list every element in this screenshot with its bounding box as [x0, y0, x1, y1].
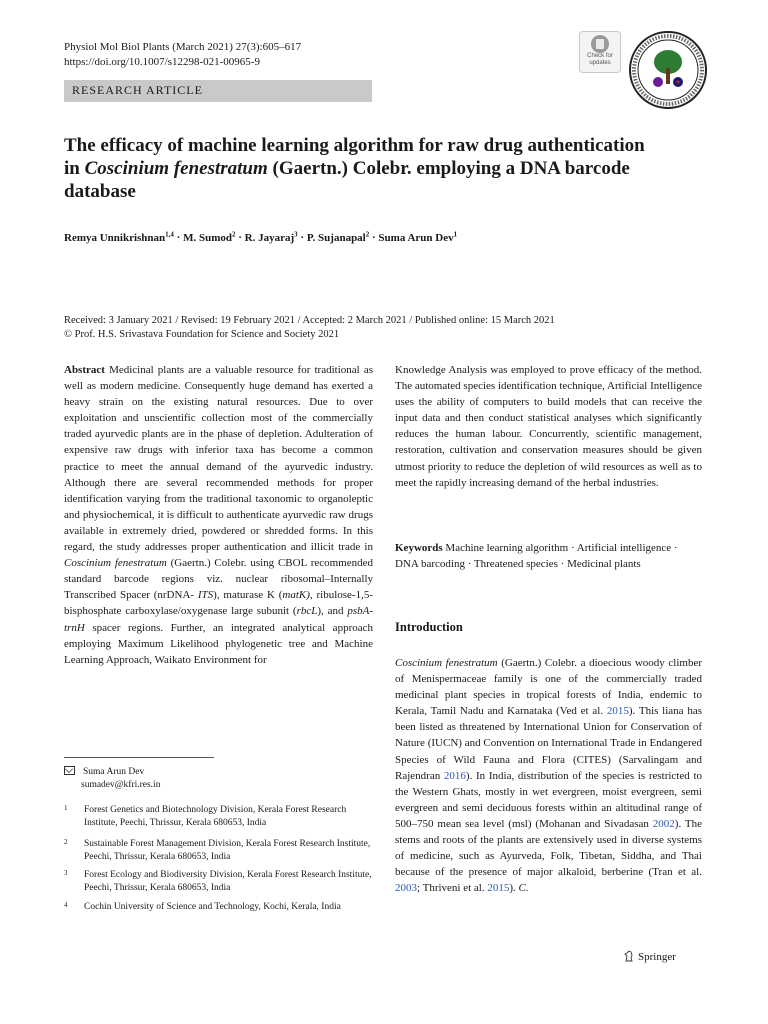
date-history: Received: 3 January 2021 / Revised: 19 February 2021 / Accepted: 2 March 2021 / Published online: 15 March 2021 [64, 315, 555, 326]
article-title [64, 134, 654, 203]
abstract-right-column [395, 362, 702, 491]
citation-link[interactable]: 2016 [443, 769, 466, 782]
title-species: Coscinium fenestratum [84, 158, 268, 179]
correspondence-email[interactable]: sumadev@kfri.res.in [81, 780, 161, 790]
crossmark-icon [591, 35, 609, 53]
author[interactable]: M. Sumod$^2$ [183, 230, 236, 244]
affiliation: 2 Sustainable Forest Management Division, Kerala Forest Research Institute, Peechi, Thrissur, Kerala 680653, India [64, 838, 371, 862]
correspondence [64, 766, 374, 792]
citation-link[interactable]: 2015 [606, 705, 629, 718]
introduction-text: Coscinium fenestratum (Gaertn.) Colebr. a dioecious woody climber of Menispermaceae family is one of the commercially traded medicinal plant species in tropical forests of India, endemic to Kerala, Tamil Nadu and Karnataka (Ved et al. 2015). This liana has been listed as threatened by International Union for Conservation of Nature (IUCN) and Convention on International Trade in Endangered Species of Wild Fauna and Flora (CITES) (Sarvalingam and Rajendran 2016). In India, distribution of the species is restricted to the Western Ghats, mostly in wet evergreen, moist evergreen, semi evergreen and semi deciduous forests within an altitudinal range of 500–750 mean sea level (msl) (Mohanan and Sivadasan 2002). The stems and roots of the plants are extensively used in diverse systems of medicine, such as Ayurveda, Folk, Tibetan, Siddha, and Thai because of the presence of major alkaloid, berberine (Tran et al. 2003; Thriveni et al. 2015). C. [395, 657, 703, 895]
copyright-line: © Prof. H.S. Srivastava Foundation for Science and Society 2021 [64, 329, 340, 340]
doi-link[interactable]: https://doi.org/10.1007/s12298-021-00965-9 [64, 56, 260, 68]
journal-citation: Physiol Mol Biol Plants (March 2021) 27(3):605–617 [64, 41, 302, 53]
citation-link[interactable]: 2015 [487, 882, 510, 895]
publisher-footer [624, 950, 676, 963]
keywords-label: Keywords [395, 542, 443, 554]
check-badge-line2: updates [589, 60, 611, 66]
title-part2: (Gaertn.) Colebr. employing a DNA barcode database [64, 158, 630, 202]
correspondence-name: Suma Arun Dev [83, 767, 145, 777]
author-list: Remya Unnikrishnan$^{1,4}$ · M. Sumod$^2$ · R. Jayaraj$^3$ · P. Sujanapal$^2$ · Suma Arun Dev$^1$ [64, 230, 458, 244]
citation-link[interactable]: 2003 [395, 882, 417, 895]
article-type-label: RESEARCH ARTICLE [72, 83, 203, 97]
check-for-updates-badge[interactable] [579, 31, 621, 73]
affiliation: 3 Forest Ecology and Biodiversity Division, Kerala Forest Research Institute, Peechi, Thrissur, Kerala 680653, India [64, 869, 372, 893]
springer-horse-icon [624, 950, 634, 962]
abstract-left-column [64, 362, 373, 668]
abstract-text: Abstract Medicinal plants are a valuable resource for traditional as well as modern medicine. Consequently huge demand has exerted a heavy strain on the existing natural resources. Due to over exploitation and unscientific collection most of the commercially traded ayurvedic plants are in the phase of depletion. Adulteration of expensive raw drugs with inferior taxa has become a common practice to meet the annual demand of the ayurvedic industry. Although there are several recommended methods for proper identification varying from the traditional taxonomic to organoleptic and physiochemical, it is difficult to authenticate ayurvedic raw drugs available in extremely dried, powdered or shredded forms. In this regard, the study addresses proper authentication and illicit trade in Coscinium fenestratum (Gaertn.) Colebr. using CBOL recommended standard barcode regions viz. nuclear ribosomal–Internally Transcribed Spacer (nrDNA- ITS), maturase K (matK), ribulose-1,5-bisphosphate carboxylase/oxygenase large subunit (rbcL), and psbA-trnH spacer regions. Further, an integrated analytical approach employing Maximum Likelihood phylogenetic tree and Machine Learning Approach, Waikato Environment for [64, 364, 374, 666]
title-part1: The efficacy of machine learning algorithm for raw drug authentication in [64, 135, 645, 179]
journal-header [64, 40, 301, 70]
society-seal-logo [628, 30, 708, 110]
author[interactable]: Suma Arun Dev$^1$ [378, 230, 458, 244]
abstract-continued: Knowledge Analysis was employed to prove efficacy of the method. The automated species identification technique, Artificial Intelligence uses the ability of computers to build models that can receive the input data and then conduct statistical analyses which significantly reduces the human labour. Concurrently, scientific management, restoration, cultivation and conservation measures should be given utmost priority to reduce the depletion of wild resources as well as to meet the rapidly increasing demand of the herbal industries. [395, 364, 702, 489]
author[interactable]: Remya Unnikrishnan$^{1,4}$ [64, 230, 174, 244]
footnote-divider [64, 757, 214, 758]
citation-link[interactable]: 2002 [652, 817, 675, 830]
publication-dates [64, 314, 704, 342]
affiliation: 4 Cochin University of Science and Technology, Kochi, Kerala, India [64, 901, 341, 912]
keywords [395, 540, 702, 572]
author[interactable]: R. Jayaraj$^3$ [244, 230, 298, 244]
check-badge-line1: Check for [587, 53, 613, 59]
introduction-heading: Introduction [395, 620, 463, 634]
author[interactable]: P. Sujanapal$^2$ [306, 230, 370, 244]
abstract-label: Abstract [64, 364, 105, 376]
affiliation: 1 Forest Genetics and Biotechnology Division, Kerala Forest Research Institute, Peechi, Thrissur, Kerala 680653, India [64, 804, 347, 828]
keywords-list: Machine learning algorithm · Artificial intelligence · DNA barcoding · Threatened species · Medicinal plants [395, 542, 678, 571]
envelope-icon [64, 766, 75, 775]
article-type-banner [64, 80, 372, 102]
publisher-name: Springer [638, 951, 676, 963]
